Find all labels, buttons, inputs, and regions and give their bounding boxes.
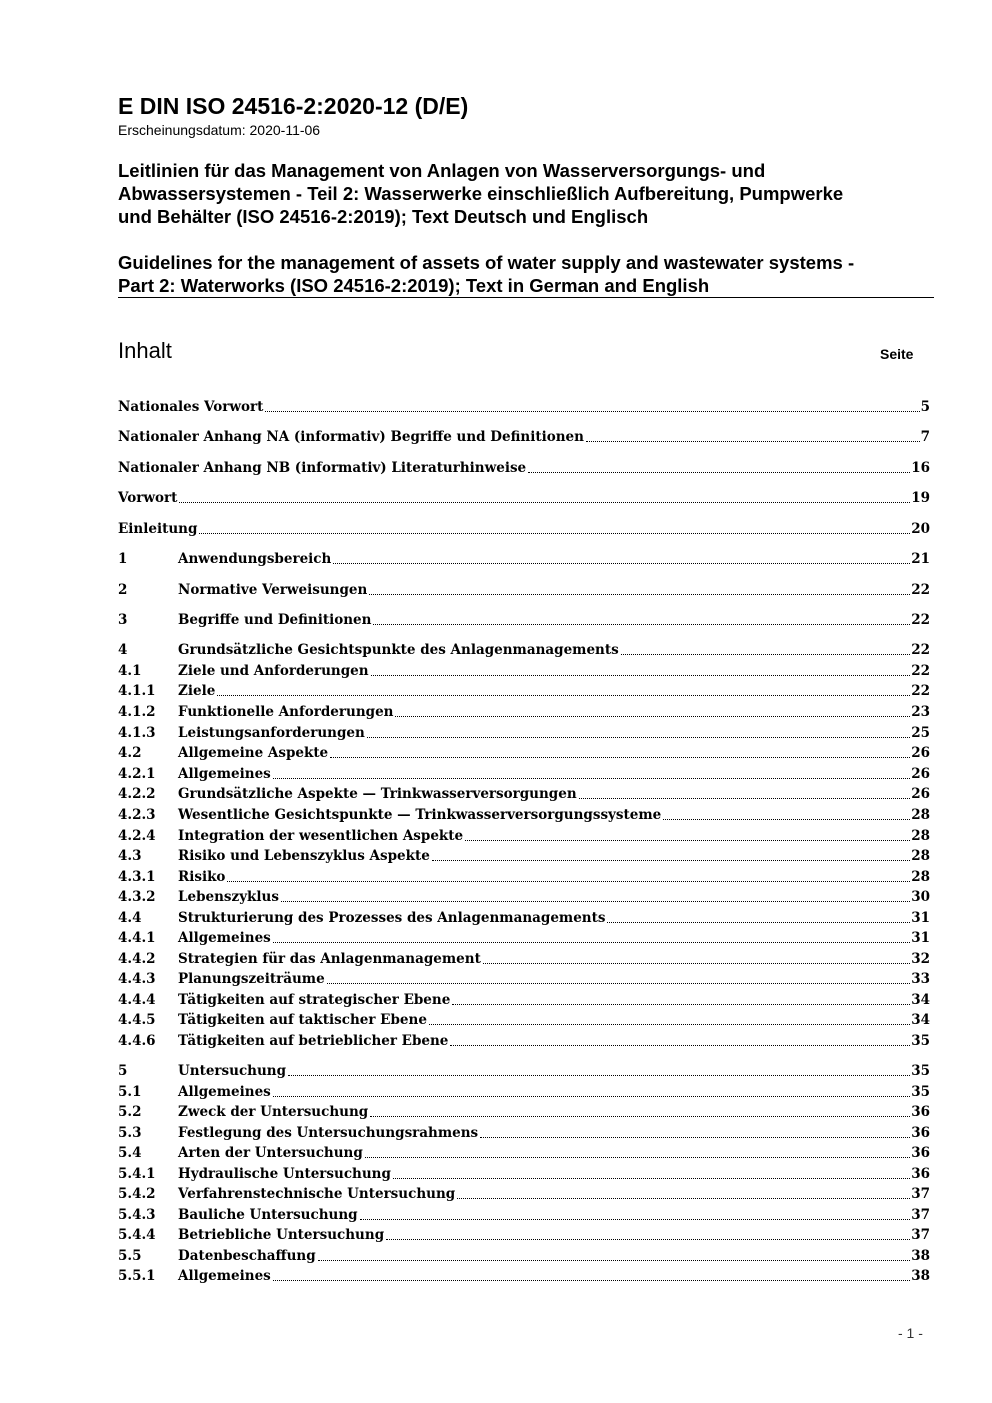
toc-dot-leader xyxy=(217,695,910,696)
toc-dot-leader xyxy=(607,922,910,923)
publication-date: Erscheinungsdatum: 2020-11-06 xyxy=(118,122,321,138)
toc-entry[interactable] xyxy=(118,1183,930,1203)
toc-entry-title: Tätigkeiten auf taktischer Ebene xyxy=(178,1012,427,1028)
toc-entry[interactable] xyxy=(118,1030,930,1050)
toc-entry-page: 23 xyxy=(911,704,930,720)
toc-entry-number: 5.4.1 xyxy=(118,1166,156,1182)
toc-entry-title: Tätigkeiten auf strategischer Ebene xyxy=(178,992,451,1008)
toc-dot-leader xyxy=(273,778,910,779)
toc-entry-page: 38 xyxy=(911,1268,930,1284)
toc-entry[interactable] xyxy=(118,1081,930,1101)
toc-entry-number: 4.2.2 xyxy=(118,786,156,802)
toc-entry-page: 16 xyxy=(911,460,930,476)
toc-entry[interactable] xyxy=(118,927,930,947)
toc-entry-page: 5 xyxy=(920,399,930,415)
toc-entry-title: Hydraulische Untersuchung xyxy=(178,1166,391,1182)
toc-entry-page: 28 xyxy=(911,869,930,885)
title-german-line: Leitlinien für das Management von Anlagen von Wasserversorgungs- und xyxy=(118,160,766,181)
toc-entry-page: 7 xyxy=(920,429,930,445)
toc-entry[interactable] xyxy=(118,989,930,1009)
toc-dot-leader xyxy=(452,1004,910,1005)
toc-entry[interactable] xyxy=(118,1009,930,1029)
toc-entry-title: Strategien für das Anlagenmanagement xyxy=(178,951,481,967)
toc-entry-number: 4.4.6 xyxy=(118,1033,156,1049)
toc-dot-leader xyxy=(457,1198,910,1199)
toc-entry-title: Datenbeschaffung xyxy=(178,1248,316,1264)
toc-dot-leader xyxy=(528,472,910,473)
toc-entry-number: 5.3 xyxy=(118,1125,142,1141)
toc-dot-leader xyxy=(373,624,910,625)
toc-entry-page: 34 xyxy=(911,992,930,1008)
toc-entry-page: 37 xyxy=(911,1186,930,1202)
toc-entry-title: Allgemeine Aspekte xyxy=(178,745,329,761)
toc-dot-leader xyxy=(318,1260,911,1261)
toc-entry-page: 31 xyxy=(911,910,930,926)
toc-dot-leader xyxy=(179,502,910,503)
toc-dot-leader xyxy=(281,901,910,902)
toc-entry[interactable] xyxy=(118,1163,930,1183)
toc-entry[interactable] xyxy=(118,763,930,783)
toc-entry-page: 28 xyxy=(911,828,930,844)
toc-entry-number: 4.1 xyxy=(118,663,142,679)
toc-entry-title: Risiko xyxy=(178,869,226,885)
toc-dot-leader xyxy=(333,563,910,564)
toc-dot-leader xyxy=(480,1137,910,1138)
toc-entry[interactable] xyxy=(118,396,930,416)
toc-entry[interactable] xyxy=(118,548,930,568)
toc-entry-title: Nationaler Anhang NB (informativ) Literaturhinweise xyxy=(118,460,527,476)
toc-entry-title: Betriebliche Untersuchung xyxy=(178,1227,385,1243)
toc-entry[interactable] xyxy=(118,1122,930,1142)
toc-dot-leader xyxy=(360,1219,911,1220)
toc-entry-title: Begriffe und Definitionen xyxy=(178,612,372,628)
toc-entry-page: 22 xyxy=(911,683,930,699)
toc-entry-title: Wesentliche Gesichtspunkte — Trinkwasserversorgungssysteme xyxy=(178,807,662,823)
toc-entry-title: Allgemeines xyxy=(178,766,271,782)
toc-entry-title: Arten der Untersuchung xyxy=(178,1145,363,1161)
toc-entry-title: Grundsätzliche Aspekte — Trinkwasserversorgungen xyxy=(178,786,577,802)
toc-entry-title: Leistungsanforderungen xyxy=(178,725,365,741)
toc-entry[interactable] xyxy=(118,1265,930,1285)
toc-entry[interactable] xyxy=(118,866,930,886)
toc-entry-page: 28 xyxy=(911,807,930,823)
toc-entry-number: 5.5.1 xyxy=(118,1268,156,1284)
toc-entry-page: 36 xyxy=(911,1104,930,1120)
toc-entry-title: Nationaler Anhang NA (informativ) Begriffe und Definitionen xyxy=(118,429,584,445)
toc-entry-number: 4.1.3 xyxy=(118,725,156,741)
toc-entry[interactable] xyxy=(118,722,930,742)
toc-entry[interactable] xyxy=(118,579,930,599)
toc-entry-page: 37 xyxy=(911,1207,930,1223)
toc-entry[interactable] xyxy=(118,742,930,762)
toc-entry[interactable] xyxy=(118,825,930,845)
toc-entry-title: Ziele und Anforderungen xyxy=(178,663,369,679)
toc-dot-leader xyxy=(365,1157,910,1158)
toc-entry[interactable] xyxy=(118,1204,930,1224)
toc-entry-title: Planungszeiträume xyxy=(178,971,325,987)
toc-dot-leader xyxy=(386,1239,910,1240)
toc-dot-leader xyxy=(621,654,911,655)
toc-entry-title: Einleitung xyxy=(118,521,198,537)
toc-heading: Inhalt xyxy=(118,338,172,363)
toc-entry-page: 36 xyxy=(911,1166,930,1182)
toc-entry[interactable] xyxy=(118,487,930,507)
toc-entry-number: 4.4.3 xyxy=(118,971,156,987)
title-german-line: Abwassersystemen - Teil 2: Wasserwerke einschließlich Aufbereitung, Pumpwerke xyxy=(118,183,844,204)
toc-entry-number: 4.4.5 xyxy=(118,1012,156,1028)
toc-entry-page: 36 xyxy=(911,1125,930,1141)
toc-entry[interactable] xyxy=(118,783,930,803)
toc-entry-page: 38 xyxy=(911,1248,930,1264)
toc-entry-number: 4.2.3 xyxy=(118,807,156,823)
toc-entry-page: 28 xyxy=(911,848,930,864)
toc-dot-leader xyxy=(663,819,910,820)
toc-entry-number: 4.2 xyxy=(118,745,142,761)
toc-entry-number: 4.3.1 xyxy=(118,869,156,885)
toc-dot-leader xyxy=(429,1024,910,1025)
toc-entry-number: 4.4.2 xyxy=(118,951,156,967)
toc-entry-number: 4.3 xyxy=(118,848,142,864)
toc-dot-leader xyxy=(483,963,910,964)
toc-entry-title: Vorwort xyxy=(118,490,178,506)
toc-entry-title: Strukturierung des Prozesses des Anlagenmanagements xyxy=(178,910,606,926)
toc-page-column-label: Seite xyxy=(880,346,914,362)
toc-dot-leader xyxy=(465,840,910,841)
toc-entry-title: Untersuchung xyxy=(178,1063,287,1079)
toc-dot-leader xyxy=(199,533,910,534)
toc-entry-page: 35 xyxy=(911,1033,930,1049)
title-english-line: Part 2: Waterworks (ISO 24516-2:2019); Text in German and English xyxy=(118,275,710,296)
toc-entry-number: 4.1.2 xyxy=(118,704,156,720)
toc-entry-number: 5.1 xyxy=(118,1084,142,1100)
toc-dot-leader xyxy=(393,1178,910,1179)
toc-entry[interactable] xyxy=(118,1101,930,1121)
toc-dot-leader xyxy=(273,1096,910,1097)
toc-entry-title: Festlegung des Untersuchungsrahmens xyxy=(178,1125,479,1141)
toc-entry[interactable] xyxy=(118,518,930,538)
toc-dot-leader xyxy=(432,860,910,861)
toc-entry[interactable] xyxy=(118,1245,930,1265)
toc-entry[interactable] xyxy=(118,1142,930,1162)
toc-entry-number: 4.4 xyxy=(118,910,142,926)
toc-entry-page: 19 xyxy=(911,490,930,506)
toc-entry-title: Tätigkeiten auf betrieblicher Ebene xyxy=(178,1033,449,1049)
toc-entry-page: 20 xyxy=(911,521,930,537)
toc-entry-title: Anwendungsbereich xyxy=(178,551,332,567)
toc-dot-leader xyxy=(227,881,910,882)
toc-entry-title: Funktionelle Anforderungen xyxy=(178,704,394,720)
toc-entry-number: 5.5 xyxy=(118,1248,142,1264)
toc-entry[interactable] xyxy=(118,804,930,824)
title-german xyxy=(118,159,933,228)
toc-entry[interactable] xyxy=(118,426,930,446)
toc-entry-title: Verfahrenstechnische Untersuchung xyxy=(178,1186,456,1202)
toc-entry-number: 5.2 xyxy=(118,1104,142,1120)
toc-dot-leader xyxy=(273,942,910,943)
title-english xyxy=(118,251,933,297)
toc-dot-leader xyxy=(579,798,911,799)
toc-entry[interactable] xyxy=(118,907,930,927)
toc-entry-number: 4.2.4 xyxy=(118,828,156,844)
toc-dot-leader xyxy=(330,757,910,758)
toc-entry-number: 5.4 xyxy=(118,1145,142,1161)
toc-entry-page: 36 xyxy=(911,1145,930,1161)
toc-dot-leader xyxy=(327,983,911,984)
toc-entry-number: 4.2.1 xyxy=(118,766,156,782)
toc-entry-title: Bauliche Untersuchung xyxy=(178,1207,358,1223)
toc-entry-page: 22 xyxy=(911,612,930,628)
toc-entry[interactable] xyxy=(118,845,930,865)
title-german-line: und Behälter (ISO 24516-2:2019); Text Deutsch und Englisch xyxy=(118,206,649,227)
toc-dot-leader xyxy=(371,675,911,676)
toc-entry-number: 4.3.2 xyxy=(118,889,156,905)
page-number: - 1 - xyxy=(898,1325,923,1341)
toc-entry-page: 26 xyxy=(911,786,930,802)
toc-entry-page: 22 xyxy=(911,663,930,679)
toc-entry-title: Zweck der Untersuchung xyxy=(178,1104,369,1120)
toc-entry[interactable] xyxy=(118,948,930,968)
toc-entry[interactable] xyxy=(118,1060,930,1080)
toc-entry-page: 32 xyxy=(911,951,930,967)
toc-entry-page: 22 xyxy=(911,642,930,658)
toc-dot-leader xyxy=(395,716,910,717)
toc-dot-leader xyxy=(450,1045,910,1046)
toc-entry[interactable] xyxy=(118,639,930,659)
toc-entry-title: Normative Verweisungen xyxy=(178,582,368,598)
toc-entry-title: Allgemeines xyxy=(178,1268,271,1284)
toc-entry-number: 4.4.4 xyxy=(118,992,156,1008)
toc-entry-page: 34 xyxy=(911,1012,930,1028)
toc-entry[interactable] xyxy=(118,1224,930,1244)
toc-entry-page: 26 xyxy=(911,766,930,782)
toc-entry-page: 37 xyxy=(911,1227,930,1243)
toc-entry-page: 35 xyxy=(911,1084,930,1100)
toc-entry-title: Lebenszyklus xyxy=(178,889,279,905)
toc-entry-number: 4.4.1 xyxy=(118,930,156,946)
toc-entry[interactable] xyxy=(118,457,930,477)
toc-entry-page: 31 xyxy=(911,930,930,946)
toc-entry-title: Risiko und Lebenszyklus Aspekte xyxy=(178,848,430,864)
toc-entry-page: 30 xyxy=(911,889,930,905)
toc-entry[interactable] xyxy=(118,660,930,680)
toc-entry[interactable] xyxy=(118,968,930,988)
toc-entry-page: 33 xyxy=(911,971,930,987)
toc-dot-leader xyxy=(265,411,919,412)
toc-entry-number: 2 xyxy=(118,582,128,598)
toc-dot-leader xyxy=(369,594,910,595)
toc-entry-title: Nationales Vorwort xyxy=(118,399,264,415)
toc-entry-title: Integration der wesentlichen Aspekte xyxy=(178,828,464,844)
toc-entry-page: 21 xyxy=(911,551,930,567)
toc-entry[interactable] xyxy=(118,701,930,721)
toc-entry-number: 5.4.2 xyxy=(118,1186,156,1202)
toc-entry-page: 25 xyxy=(911,725,930,741)
toc-entry-page: 22 xyxy=(911,582,930,598)
toc-entry-page: 35 xyxy=(911,1063,930,1079)
toc-dot-leader xyxy=(273,1280,910,1281)
toc-dot-leader xyxy=(586,441,920,442)
toc-entry-title: Allgemeines xyxy=(178,930,271,946)
title-divider xyxy=(118,297,934,298)
toc-entry-number: 5 xyxy=(118,1063,128,1079)
toc-entry[interactable] xyxy=(118,609,930,629)
toc-entry-number: 4 xyxy=(118,642,128,658)
toc-entry-number: 1 xyxy=(118,551,128,567)
toc-entry-number: 5.4.4 xyxy=(118,1227,156,1243)
toc-dot-leader xyxy=(288,1075,910,1076)
toc-entry-number: 3 xyxy=(118,612,128,628)
toc-entry-title: Grundsätzliche Gesichtspunkte des Anlagenmanagements xyxy=(178,642,619,658)
title-english-line: Guidelines for the management of assets of water supply and wastewater systems - xyxy=(118,252,855,273)
toc-entry-number: 4.1.1 xyxy=(118,683,156,699)
toc-entry-page: 26 xyxy=(911,745,930,761)
toc-entry[interactable] xyxy=(118,886,930,906)
document-title: E DIN ISO 24516-2:2020-12 (D/E) xyxy=(118,93,469,119)
toc-entry[interactable] xyxy=(118,680,930,700)
toc-entry-title: Allgemeines xyxy=(178,1084,271,1100)
toc-entry-number: 5.4.3 xyxy=(118,1207,156,1223)
toc-dot-leader xyxy=(370,1116,910,1117)
toc-entry-title: Ziele xyxy=(178,683,216,699)
toc-dot-leader xyxy=(367,737,910,738)
